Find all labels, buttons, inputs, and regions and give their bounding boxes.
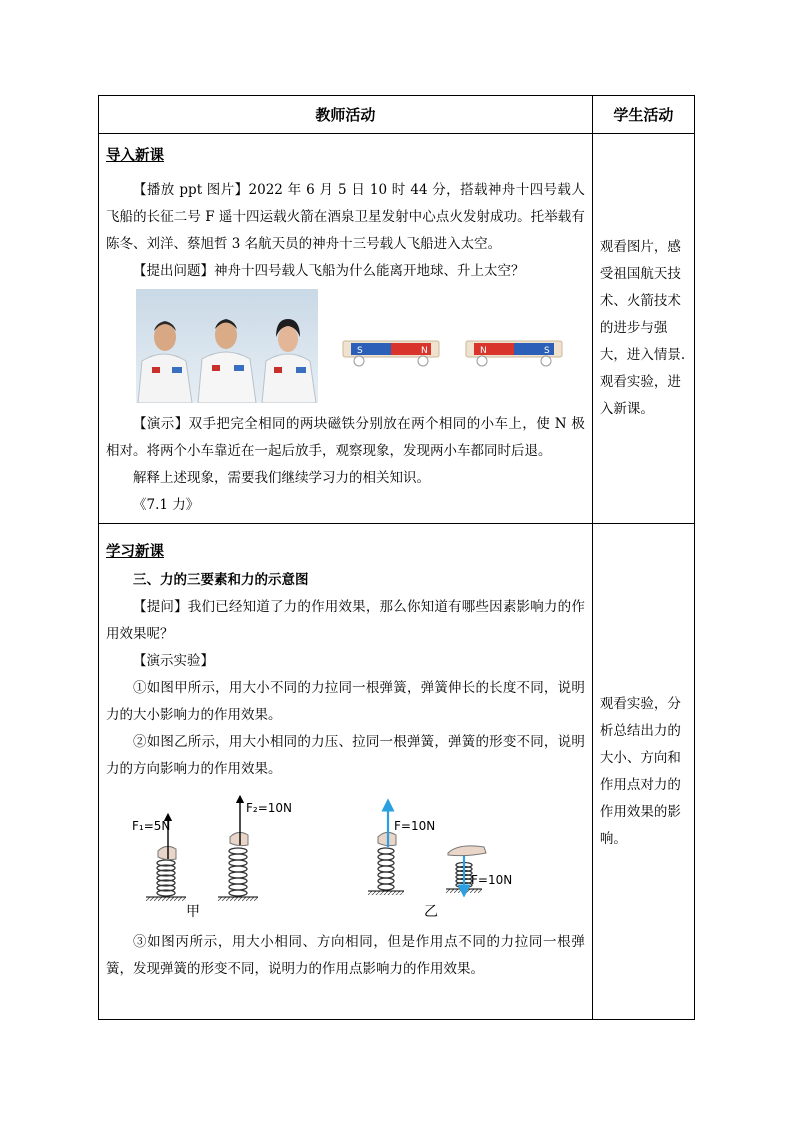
intro-image-row — [106, 289, 585, 407]
paragraph: 《7.1 力》 — [133, 497, 200, 513]
magnet-cart-2 — [464, 331, 564, 371]
magnet-pole-label: N — [421, 346, 428, 356]
paragraph: 【提问】我们已经知道了力的作用效果，那么你知道有哪些因素影响力的作用效果呢？ — [106, 599, 585, 642]
section-title-intro: 导入新课 — [106, 147, 164, 164]
section-title-new-lesson: 学习新课 — [106, 543, 164, 560]
force-label-f1: F₁=5N — [132, 819, 171, 833]
force-label-f2: F₂=10N — [246, 801, 293, 815]
paragraph: ③如图丙所示，用大小相同、方向相同，但是作用点不同的力拉同一根弹簧，发现弹簧的形变不同，说明力的作用点影响力的作用效果。 — [106, 934, 585, 977]
spring-experiment-diagram — [106, 793, 586, 923]
paragraph: 【演示实验】 — [133, 653, 214, 669]
spring-figure — [106, 793, 585, 923]
lesson-plan-table — [98, 95, 695, 1020]
teacher-cell-intro — [99, 134, 593, 524]
paragraph: ①如图甲所示，用大小不同的力拉同一根弹簧，弹簧伸长的长度不同，说明力的大小影响力的作用效果。 — [106, 680, 585, 723]
astronauts-photo — [136, 289, 318, 403]
student-cell-intro — [592, 134, 694, 524]
figure-label-jia: 甲 — [186, 904, 200, 920]
magnet-pole-label: S — [357, 346, 363, 356]
paragraph: 【播放 ppt 图片】2022 年 6 月 5 日 10 时 44 分，搭载神舟十四号载人飞船的长征二号 F 遥十四运载火箭在酒泉卫星发射中心点火发射成功。托举载有陈冬、刘洋、蔡旭哲 3 名航天员的神舟十三号载人飞船进入太空。 — [106, 182, 585, 252]
paragraph: 【演示】双手把完全相同的两块磁铁分别放在两个相同的小车上，使 N 极相对。将两个小车靠近在一起后放手，观察现象，发现两小车都同时后退。 — [106, 416, 585, 459]
figure-label-yi: 乙 — [424, 904, 438, 920]
paragraph: 解释上述现象，需要我们继续学习力的相关知识。 — [133, 470, 430, 486]
student-activity-text: 观看实验，分析总结出力的大小、方向和作用点对力的作用效果的影响。 — [599, 695, 681, 847]
magnet-cart-1 — [341, 331, 441, 371]
paragraph: 【提出问题】神舟十四号载人飞船为什么能离开地球、升上太空？ — [133, 263, 525, 279]
paragraph: ②如图乙所示，用大小相同的力压、拉同一根弹簧，弹簧的形变不同，说明力的方向影响力的作用效果。 — [106, 734, 585, 777]
subsection-title: 三、力的三要素和力的示意图 — [133, 572, 309, 588]
magnet-pole-label: S — [544, 346, 550, 356]
magnet-pole-label: N — [480, 346, 487, 356]
student-activity-text: 观看图片，感受祖国航天技术、火箭技术的进步与强大，进入情景.观看实验，进入新课。 — [599, 239, 686, 417]
table-row — [99, 134, 695, 524]
force-label-f-down: F=10N — [471, 873, 513, 887]
teacher-cell-new-lesson — [99, 524, 593, 1020]
table-header-row — [99, 96, 695, 134]
table-row — [99, 524, 695, 1020]
student-cell-new-lesson — [592, 524, 694, 1020]
teacher-activity-header: 教师活动 — [99, 96, 593, 134]
force-label-f-up: F=10N — [394, 819, 436, 833]
student-activity-header: 学生活动 — [592, 96, 694, 134]
